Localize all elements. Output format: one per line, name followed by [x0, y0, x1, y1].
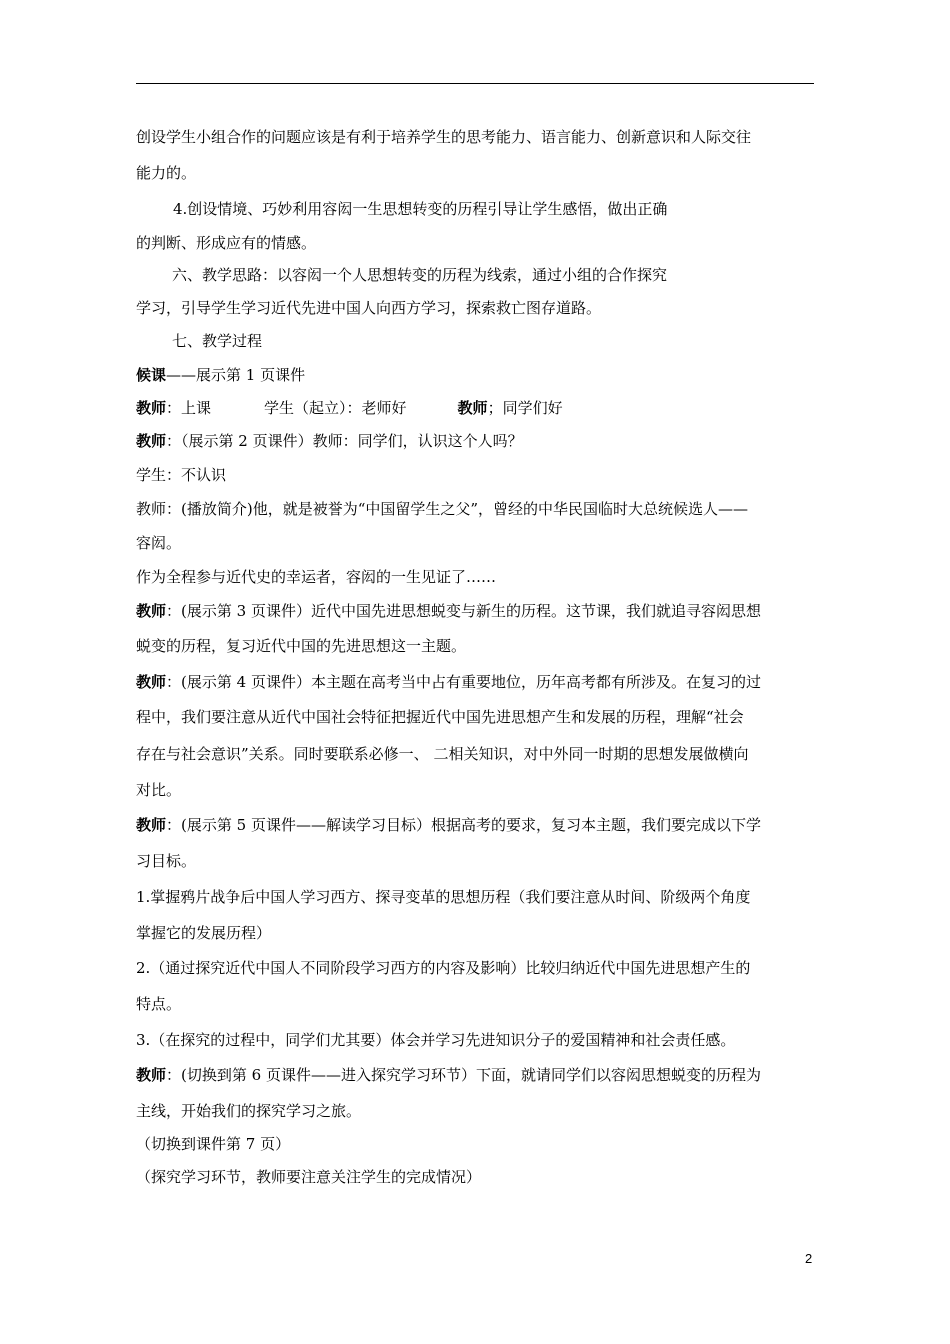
dialogue-line: 对比。	[136, 781, 182, 799]
dialogue-line	[136, 672, 816, 692]
paragraph-line: 的判断、形成应有的情感。	[136, 234, 317, 252]
paragraph-line: 六、教学思路：以容闳一个人思想转变的历程为线索，通过小组的合作探究	[172, 266, 668, 284]
page-number: 2	[805, 1251, 813, 1266]
dialogue-text: ：(展示第 5 页课件——解读学习目标）根据高考的要求，复习本主题，我们要完成以下学	[166, 816, 761, 834]
speaker-label: 教师	[136, 602, 167, 620]
paragraph-line: （切换到课件第 7 页）	[136, 1135, 291, 1153]
dialogue-text: ：上课	[166, 399, 212, 417]
dialogue-text: ；同学们好	[487, 399, 563, 417]
speaker-label: 教师	[136, 816, 167, 834]
paragraph-line: 学习，引导学生学习近代先进中国人向西方学习，探索救亡图存道路。	[136, 299, 602, 317]
list-item: 3.（在探究的过程中，同学们尤其要）体会并学习先进知识分子的爱国精神和社会责任感。	[136, 1031, 736, 1049]
dialogue-line: 学生：不认识	[136, 466, 227, 484]
dialogue-text: ——展示第 1 页课件	[166, 366, 306, 384]
paragraph-line: 作为全程参与近代史的幸运者，容闳的一生见证了……	[136, 568, 497, 586]
list-item: 掌握它的发展历程）	[136, 924, 272, 942]
speaker-label: 教师	[136, 673, 167, 691]
dialogue-line: 程中，我们要注意从近代中国社会特征把握近代中国先进思想产生和发展的历程，理解“社会	[136, 708, 744, 726]
speaker-label: 教师	[136, 432, 167, 450]
dialogue-line	[136, 431, 816, 451]
dialogue-line	[136, 398, 816, 418]
dialogue-line	[136, 601, 816, 621]
paragraph-line: 创设学生小组合作的问题应该是有利于培养学生的思考能力、语言能力、创新意识和人际交往	[136, 128, 752, 146]
paragraph-line: 4.创设情境、巧妙利用容闳一生思想转变的历程引导让学生感悟，做出正确	[173, 200, 668, 218]
dialogue-text: ：（展示第 2 页课件）教师：同学们，认识这个人吗？	[166, 432, 523, 450]
section-heading: 七、教学过程	[172, 332, 263, 350]
dialogue-line: 蜕变的历程，复习近代中国的先进思想这一主题。	[136, 637, 467, 655]
dialogue-line: 容闳。	[136, 534, 182, 552]
paragraph-line: （探究学习环节，教师要注意关注学生的完成情况）	[136, 1168, 482, 1186]
dialogue-line: 存在与社会意识”关系。同时要联系必修一、 二相关知识，对中外同一时期的思想发展做横向	[136, 745, 749, 763]
dialogue-text: ：(展示第 4 页课件）本主题在高考当中占有重要地位，历年高考都有所涉及。在复习的过	[166, 673, 761, 691]
paragraph-line: 能力的。	[136, 164, 197, 182]
speaker-label: 教师	[136, 1066, 167, 1084]
dialogue-text: ：(切换到第 6 页课件——进入探究学习环节）下面，就请同学们以容闳思想蜕变的历程为	[166, 1066, 761, 1084]
dialogue-line	[136, 1065, 816, 1085]
dialogue-text: ：(展示第 3 页课件）近代中国先进思想蜕变与新生的历程。这节课，我们就追寻容闳思想	[166, 602, 761, 620]
dialogue-text: 学生（起立）：老师好	[264, 399, 407, 417]
list-item: 1.掌握鸦片战争后中国人学习西方、探寻变革的思想历程（我们要注意从时间、阶级两个角度	[136, 888, 751, 906]
dialogue-line	[136, 815, 816, 835]
list-item: 特点。	[136, 995, 182, 1013]
dialogue-line: 主线，开始我们的探究学习之旅。	[136, 1102, 362, 1120]
dialogue-line: 习目标。	[136, 852, 197, 870]
list-item: 2.（通过探究近代中国人不同阶段学习西方的内容及影响）比较归纳近代中国先进思想产生的	[136, 959, 751, 977]
speaker-label: 教师	[457, 399, 488, 417]
speaker-label: 教师	[136, 399, 167, 417]
dialogue-line	[136, 365, 816, 385]
dialogue-line: 教师：(播放简介)他，就是被誉为“中国留学生之父”，曾经的中华民国临时大总统候选人——	[136, 500, 749, 518]
header-rule	[136, 83, 814, 84]
speaker-label: 候课	[136, 366, 167, 384]
